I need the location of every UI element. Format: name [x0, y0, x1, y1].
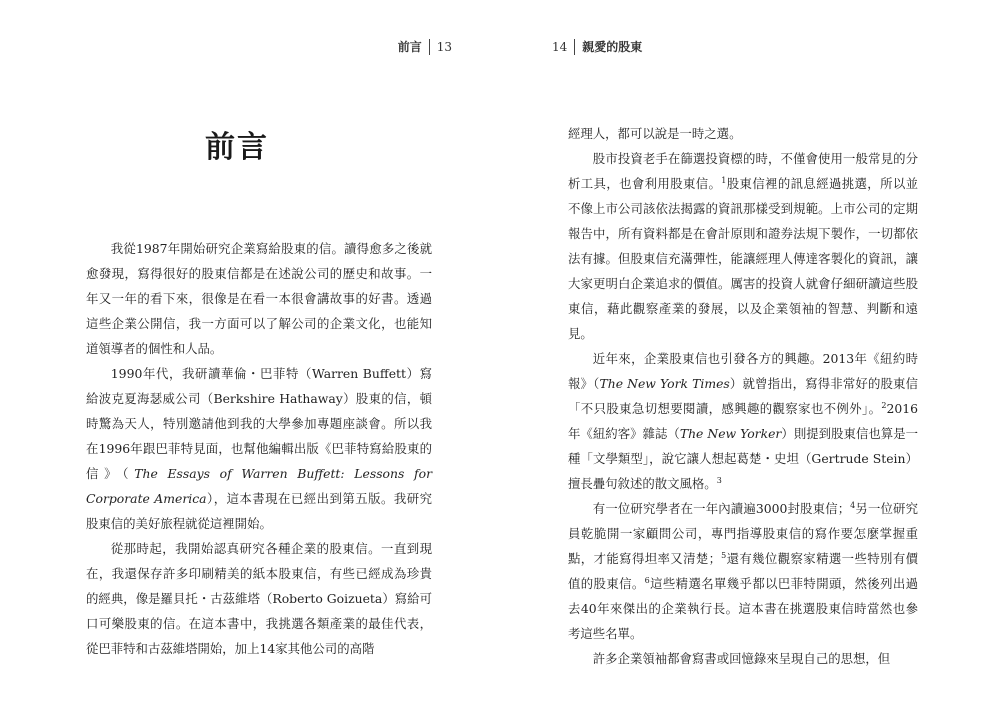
text-run: 近年來，企業股東信也引發各方的興趣。2013年《紐約時報》（: [568, 351, 918, 391]
text-run: 股市投資老手在篩選投資標的時，不僅會使用一般常見的分析工具，也會利用股東信。: [568, 151, 918, 191]
right-page-number: 14: [552, 40, 568, 54]
text-run: 經理人，都可以說是一時之選。: [568, 126, 742, 141]
body-paragraph: [568, 496, 918, 646]
left-running-header: [398, 38, 452, 55]
header-divider: [429, 39, 430, 55]
text-run: 1990年代，我研讀華倫・巴菲特（Warren Buffett）寫給波克夏海瑟威公司（Berkshire Hathaway）股東的信，頓時驚為天人，特別邀請他到我的大學參加專題座談會。所以我在1996年跟巴菲特見面，也幫他編輯出版《巴菲特寫給股東的信》（: [86, 366, 432, 481]
text-run: 這些精選名單幾乎都以巴菲特開頭，然後列出過去40年來傑出的企業執行長。這本書在挑選股東信時當然也參考這些名單。: [568, 576, 919, 641]
text-run: 有一位研究學者在一年內讀遍3000封股東信；: [592, 501, 851, 516]
text-run: 我從1987年開始研究企業寫給股東的信。讀得愈多之後就愈發現，寫得很好的股東信都是在述說公司的歷史和故事。一年又一年的看下來，很像是在看一本很會講故事的好書。透過這些企業公開信，我一方面可以了解公司的企業文化，也能知道領導者的個性和人品。: [86, 241, 432, 356]
left-page-number: 13: [436, 40, 452, 54]
italic-title: The New Yorker: [679, 426, 782, 441]
right-header-book-title: 親愛的股東: [582, 40, 643, 54]
body-paragraph: [86, 536, 432, 661]
left-body-text: [86, 236, 432, 661]
body-paragraph: [568, 346, 918, 496]
footnote-marker: 5: [721, 550, 727, 560]
body-paragraph: [86, 361, 432, 536]
footnote-marker: 1: [721, 175, 727, 185]
body-paragraph: [86, 236, 432, 361]
left-header-chapter: 前言: [397, 40, 422, 54]
text-run: 另一位研究員乾脆開一家顧問公司，專門指導股東信的寫作要怎麼掌握重點，才能寫得坦率又清楚；: [568, 501, 918, 566]
right-body-text: [568, 121, 918, 671]
header-divider: [574, 39, 575, 55]
text-run: ），這本書現在已經出到第五版。我研究股東信的美好旅程就從這裡開始。: [86, 491, 432, 531]
footnote-marker: 2: [881, 400, 887, 410]
italic-title: The New York Times: [599, 376, 730, 391]
body-paragraph: [568, 146, 918, 346]
text-run: 還有幾位觀察家精選一些特別有價值的股東信。: [568, 551, 919, 591]
italic-title: The Essays of Warren Buffett: Lessons for Corporate America: [86, 466, 432, 506]
text-run: 許多企業領袖都會寫書或回憶錄來呈現自己的思想，但: [592, 651, 891, 666]
right-page: [500, 0, 1000, 707]
body-paragraph: [568, 646, 918, 671]
text-run: ）就曾指出，寫得非常好的股東信「不只股東急切想要閱讀，感興趣的觀察家也不例外」。: [568, 376, 918, 416]
footnote-marker: 3: [716, 475, 722, 485]
text-run: 從那時起，我開始認真研究各種企業的股東信。一直到現在，我還保存許多印刷精美的紙本股東信，有些已經成為珍貴的經典，像是羅貝托・古茲維塔（Roberto Goizueta）寫給可口可樂股東的信。在這本書中，我挑選各類產業的最佳代表，從巴菲特和古茲維塔開始，加上14家其他公司的高階: [86, 541, 432, 656]
footnote-marker: 6: [644, 575, 650, 585]
body-paragraph: [568, 121, 918, 146]
text-run: 股東信裡的訊息經過挑選，所以並不像上市公司該依法揭露的資訊那樣受到規範。上市公司的定期報告中，所有資料都是在會計原則和證券法規下製作，一切都依法有據。但股東信充滿彈性，能讓經理人傳達客製化的資訊，讓大家更明白企業追求的價值。厲害的投資人就會仔細研讀這些股東信，藉此觀察產業的發展，以及企業領袖的智慧、判斷和遠見。: [568, 176, 919, 341]
text-run: 2016年《紐約客》雜誌（: [568, 401, 918, 441]
chapter-title: 前言: [205, 130, 269, 165]
right-running-header: [552, 38, 642, 55]
text-run: ）則提到股東信也算是一種「文學類型」，說它讓人想起葛楚・史坦（Gertrude Stein）擅長疊句敘述的散文風格。: [568, 426, 919, 491]
footnote-marker: 4: [850, 500, 856, 510]
